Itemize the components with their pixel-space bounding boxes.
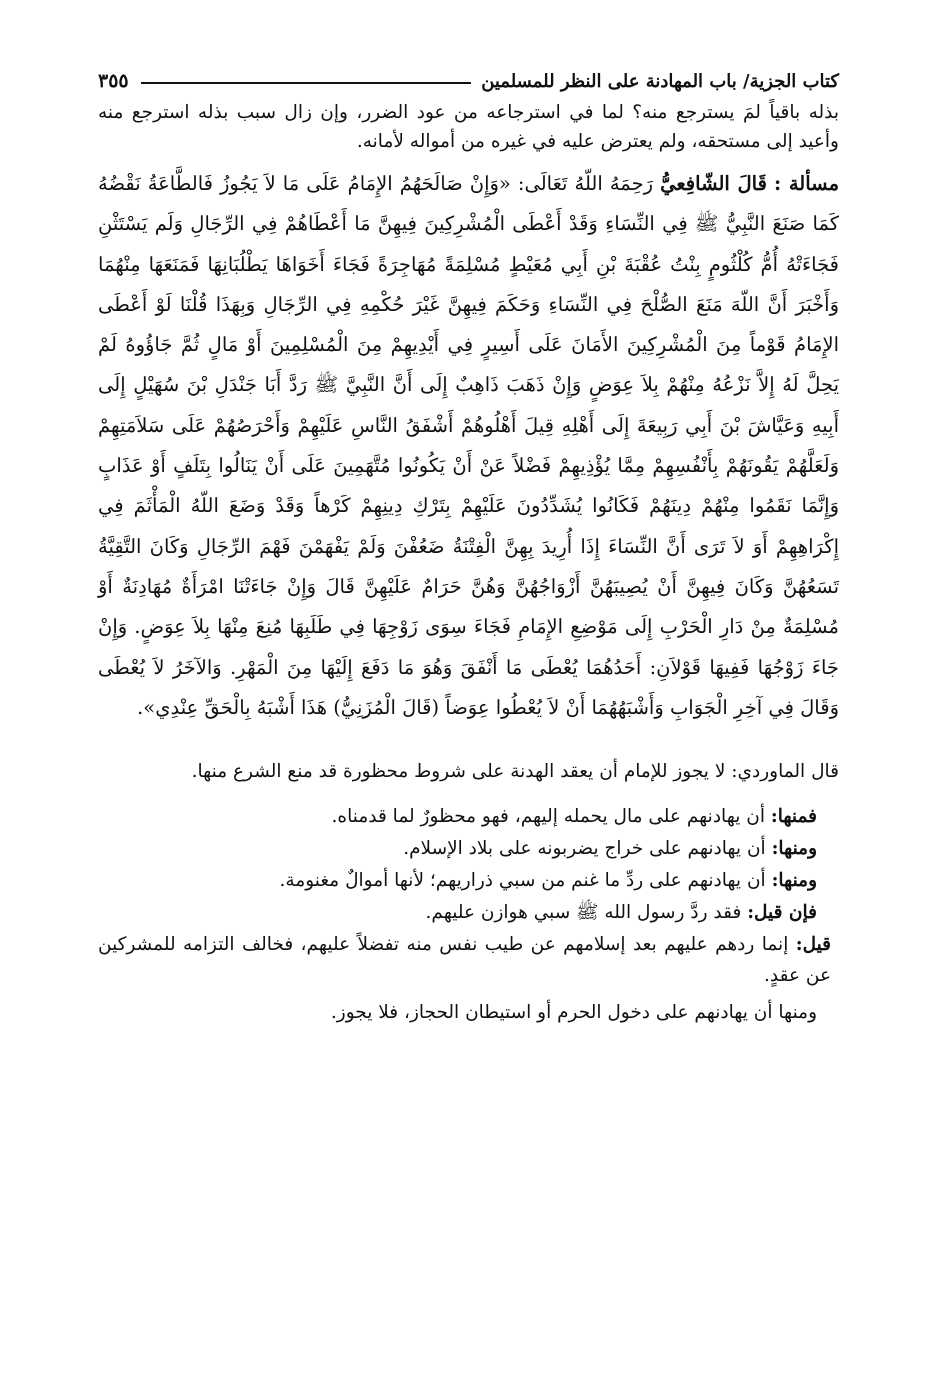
intro-paragraph: بذله باقياً لمَ يسترجع منه؟ لما في استرجاعه من عود الضرر، وإن زال سبب بذله استرجع منه وأعيد إلى مستحقه، ولم يعترض عليه في غيره من أمواله لأمانه.	[98, 102, 839, 152]
commentary-gap	[98, 787, 839, 801]
commentary-closing: ومنها أن يهادنهم على دخول الحرم أو استيطان الحجاز، فلا يجوز.	[330, 1002, 817, 1024]
section-gap	[98, 728, 839, 756]
masala-label: مسألة :	[773, 172, 840, 195]
commentary-item	[98, 833, 817, 865]
page-number: ٣٥٥	[98, 70, 129, 92]
item-text: أن يهادنهم على ردِّ ما غنم من سبي ذراريهم؛ لأنها أموالٌ مغنومة.	[279, 870, 766, 892]
item-text: فقد ردَّ رسول الله ﷺ سبي هوازن عليهم.	[425, 902, 742, 924]
item-text: أن يهادنهم على مال يحمله إليهم، فهو محظورٌ لما قدمناه.	[331, 806, 765, 828]
item-lead: فمنها:	[770, 806, 817, 828]
item-text: أن يهادنهم على خراج يضربونه على بلاد الإسلام.	[403, 838, 766, 860]
commentary-item	[98, 801, 817, 833]
commentary-item	[98, 929, 831, 991]
item-lead: قيل:	[795, 934, 831, 956]
item-lead: فإن قيل:	[747, 902, 817, 924]
commentary-item	[98, 865, 817, 897]
masala-paragraph	[98, 164, 839, 728]
masala-speaker: قَالَ الشّافِعيُّ	[660, 172, 767, 195]
header-rule	[141, 82, 472, 84]
commentary-opening: قال الماوردي: لا يجوز للإمام أن يعقد الهدنة على شروط محظورة قد منع الشرع منها.	[191, 761, 839, 783]
item-lead: ومنها:	[771, 838, 817, 860]
item-lead: ومنها:	[771, 870, 817, 892]
running-title: كتاب الجزية/ باب المهادنة على النظر للمسلمين	[481, 71, 839, 92]
masala-body: رَحِمَهُ اللّهُ تَعَالَى: «وَإِنْ صَالَحَهُمُ الإِمَامُ عَلَى مَا لاَ يَجُوزُ فَالطَّاعَةُ نَقْضُهُ كَمَا صَنَعَ النَّبِيُّ ﷺ فِي النِّسَاءِ وَقَدْ أَعْطَى الْمُشْرِكِينَ فِيهِنَّ مَا أَعْطَاهُمْ فِي الرِّجَالِ وَلَم يَسْتَثْنِ فَجَاءَتْهُ أُمُّ كُلْثُومٍ بِنْتُ عُقْبَةَ بْنِ أَبِي مُعَيْطٍ مُسْلِمَةً مُهَاجِرَةً فَجَاءَ أَخَوَاهَا يَطْلُبَانِهَا فَمَنَعَهَا مِنْهُمَا وَأَخْبَرَ أَنَّ اللّهَ مَنَعَ الصُّلْحَ فِي النِّسَاءِ وَحَكَمَ فِيهِنَّ غَيْرَ حُكْمِهِ فِي الرِّجَالِ وَبِهَذَا قُلْنَا لَوْ أَعْطَى الإِمَامُ قَوْماً مِنَ الْمُشْرِكِينَ الأَمَانَ عَلَى أَسِيرٍ فِي أَيْدِيهِمْ مِنَ الْمُسْلِمِينَ أَوْ مَالٍ ثُمَّ جَاؤُوهُ لَمْ يَحِلَّ لَهُ إِلاَّ نَزْعُهُ مِنْهُمْ بِلاَ عِوَضٍ وَإِنْ ذَهَبَ ذَاهِبٌ إِلَى أَنَّ النَّبِيَّ ﷺ رَدَّ أَبَا جَنْدَلِ بْنَ سُهَيْلٍ إِلَى أَبِيهِ وَعَيَّاشَ بْنَ أَبِي رَبِيعَةَ إِلَى أَهْلِهِ قِيلَ أَهْلُوهُمْ أَشْفَقُ النَّاسِ عَلَيْهِمْ وَأَحْرَصُهُمْ عَلَى سَلاَمَتِهِمْ وَلَعَلَّهُمْ يَقُونَهُمْ بِأَنْفُسِهِمْ مِمَّا يُؤْذِيهِمْ فَضْلاً عَنْ أَنْ يَكُونُوا مُتَّهَمِينَ عَلَى أَنْ يَنَالُوا بِتَلَفٍ أَوْ عَذَابٍ وَإِنَّمَا نَقَمُوا مِنْهُمْ دِينَهُمْ فَكَانُوا يُشَدِّدُونَ عَلَيْهِمْ بِتَرْكِ دِينِهِمْ كَرْهاً وَقَدْ وَضَعَ اللّهُ الْمَأْثَمَ فِي إِكْرَاهِهِمْ أَوَ لاَ تَرَى أَنَّ النِّسَاءَ إِذَا أُرِيدَ بِهِنَّ الْفِتْنَةُ ضَعُفْنَ وَلَمْ يَفْهَمْنَ فَهْمَ الرِّجَالِ وَكَانَ التَّقِيَّةُ تَسَعُهُنَّ وَكَانَ فِيهِنَّ أَنْ يُصِيبَهُنَّ أَزْوَاجُهُنَّ وَهُنَّ حَرَامٌ عَلَيْهِنَّ قَالَ وَإِنْ جَاءَتْنَا امْرَأَةٌ مُهَادِنَةٌ أَوْ مُسْلِمَةٌ مِنْ دَارِ الْحَرْبِ إِلَى مَوْضِعِ الإِمَامِ فَجَاءَ سِوَى زَوْجِهَا فِي طَلَبِهَا مُنِعَ مِنْهَا بِلاَ عِوَضٍ. وَإِنْ جَاءَ زَوْجُهَا فَفِيهَا قَوْلاَنِ: أَحَدُهُمَا يُعْطَى مَا أَنْفَقَ وَهُوَ مَا دَفَعَ إِلَيْهَا مِنَ الْمَهْرِ. وَالآخَرُ لاَ يُعْطَى وَقَالَ فِي آخِرِ الْجَوَابِ وَأَشْبَهُهُمَا أَنْ لاَ يُعْطُوا عِوَضاً (قَالَ الْمُزَنِيُّ) هَذَا أَشْبَهُ بِالْحَقِّ عِنْدِي».	[98, 172, 839, 719]
commentary-item	[98, 897, 817, 929]
item-text: إنما ردهم عليهم بعد إسلامهم عن طيب نفس منه تفضلاً عليهم، فخالف التزامه للمشركين عن عقدٍ.	[98, 934, 831, 987]
page-header	[98, 62, 839, 92]
